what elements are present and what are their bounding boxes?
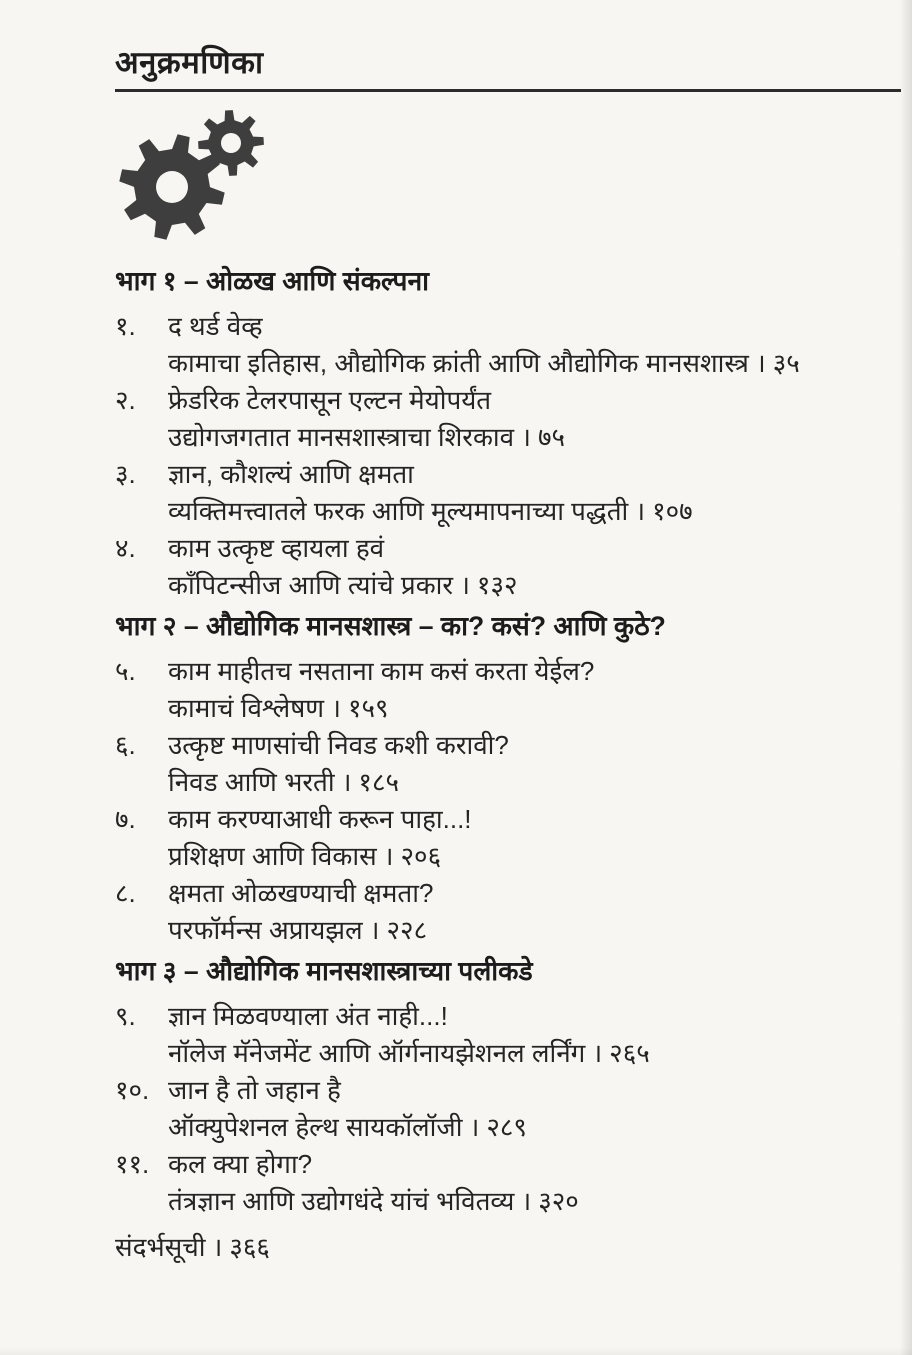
chapter-subtitle: परफॉर्मन्स अप्रायझल	[168, 915, 363, 945]
chapter-subtitle-line	[168, 1035, 905, 1072]
references-page-number: ३६६	[229, 1232, 270, 1262]
toc-item	[115, 530, 905, 604]
toc-item	[115, 727, 905, 801]
chapter-subtitle-line	[168, 1183, 905, 1220]
page-separator: ।	[369, 915, 380, 945]
toc-sections	[115, 264, 905, 1220]
chapter-page-number: १५९	[347, 693, 389, 723]
chapter-number: १.	[115, 311, 136, 341]
page-separator: ।	[755, 348, 766, 378]
chapter-subtitle-line	[168, 567, 905, 604]
chapter-subtitle: कामाचा इतिहास, औद्योगिक क्रांती आणि औद्योगिक मानसशास्त्र	[168, 348, 749, 378]
chapter-title: काम करण्याआधी करून पाहा...!	[168, 804, 472, 834]
title-rule	[115, 89, 901, 92]
chapter-subtitle: ऑक्युपेशनल हेल्थ सायकॉलॉजी	[168, 1112, 463, 1142]
toc-item	[115, 1072, 905, 1146]
chapter-subtitle: व्यक्तिमत्त्वातले फरक आणि मूल्यमापनाच्या पद्धती	[168, 496, 629, 526]
toc-item	[115, 875, 905, 949]
chapter-number: ७.	[115, 804, 136, 834]
chapter-subtitle-line	[168, 345, 905, 382]
chapter-number: १०.	[115, 1075, 150, 1105]
chapter-page-number: १३२	[476, 570, 518, 600]
toc-section	[115, 954, 905, 1220]
section-items	[115, 998, 905, 1220]
page-separator: ।	[469, 1112, 480, 1142]
chapter-number: ४.	[115, 533, 136, 563]
chapter-subtitle-line	[168, 764, 905, 801]
chapter-subtitle-line	[168, 493, 905, 530]
chapter-number: ६.	[115, 730, 136, 760]
chapter-subtitle-line	[168, 1109, 905, 1146]
chapter-page-number: ३२०	[538, 1186, 579, 1216]
chapter-subtitle-line	[168, 912, 905, 949]
gear-large-icon	[119, 134, 224, 239]
chapter-subtitle: निवड आणि भरती	[168, 767, 335, 797]
chapter-page-number: १८५	[358, 767, 399, 797]
chapter-page-number: १०७	[652, 496, 693, 526]
page-separator: ।	[460, 570, 470, 600]
chapter-title: काम उत्कृष्ट व्हायला हवं	[168, 533, 385, 563]
toc-item	[115, 1146, 905, 1220]
chapter-page-number: २६५	[609, 1038, 650, 1068]
chapter-subtitle: नॉलेज मॅनेजमेंट आणि ऑर्गनायझेशनल लर्निंग	[168, 1038, 586, 1068]
gears-icon	[115, 106, 905, 254]
chapter-title: ज्ञान मिळवण्याला अंत नाही...!	[168, 1001, 448, 1031]
chapter-title: कल क्या होगा?	[168, 1149, 313, 1179]
chapter-page-number: ३५	[772, 348, 800, 378]
toc-section	[115, 264, 905, 604]
chapter-page-number: २२८	[386, 915, 428, 945]
chapter-number: ९.	[115, 1001, 136, 1031]
chapter-subtitle-line	[168, 690, 905, 727]
chapter-number: २.	[115, 385, 136, 415]
page-title: अनुक्रमणिका	[115, 45, 264, 80]
chapter-title: उत्कृष्ट माणसांची निवड कशी करावी?	[168, 730, 509, 760]
page-separator: ।	[331, 693, 341, 723]
chapter-subtitle-line	[168, 419, 905, 456]
chapter-subtitle: काँपिटन्सीज आणि त्यांचे प्रकार	[168, 570, 454, 600]
chapter-subtitle: तंत्रज्ञान आणि उद्योगधंदे यांचं भवितव्य	[168, 1186, 515, 1216]
chapter-page-number: २०६	[400, 841, 442, 871]
section-heading: भाग १ – ओळख आणि संकल्पना	[115, 266, 430, 296]
chapter-subtitle: कामाचं विश्लेषण	[168, 693, 325, 723]
chapter-title: जान है तो जहान है	[168, 1075, 341, 1105]
chapter-subtitle: प्रशिक्षण आणि विकास	[168, 841, 377, 871]
section-items	[115, 308, 905, 604]
references-line	[115, 1229, 905, 1266]
section-items	[115, 653, 905, 949]
toc-section	[115, 609, 905, 949]
section-heading: भाग २ – औद्योगिक मानसशास्त्र – का? कसं? आणि कुठे?	[115, 611, 666, 641]
section-heading: भाग ३ – औद्योगिक मानसशास्त्राच्या पलीकडे	[115, 956, 533, 986]
chapter-number: ५.	[115, 656, 136, 686]
chapter-title: ज्ञान, कौशल्यं आणि क्षमता	[168, 459, 414, 489]
chapter-subtitle: उद्योगजगतात मानसशास्त्राचा शिरकाव	[168, 422, 515, 452]
chapter-title: द थर्ड वेव्ह	[168, 311, 263, 341]
chapter-title: काम माहीतच नसताना काम कसं करता येईल?	[168, 656, 595, 686]
gear-small-icon	[198, 110, 264, 176]
chapter-number: ३.	[115, 459, 136, 489]
page-separator: ।	[341, 767, 352, 797]
chapter-subtitle-line	[168, 838, 905, 875]
chapter-page-number: २८९	[486, 1112, 527, 1142]
toc-item	[115, 308, 905, 382]
toc-item	[115, 801, 905, 875]
toc-item	[115, 653, 905, 727]
references-label: संदर्भसूची	[115, 1232, 206, 1262]
toc-item	[115, 998, 905, 1072]
page-content	[115, 44, 905, 1266]
toc-item	[115, 382, 905, 456]
page-separator: ।	[521, 1186, 532, 1216]
page-separator: ।	[592, 1038, 603, 1068]
chapter-title: क्षमता ओळखण्याची क्षमता?	[168, 878, 434, 908]
chapter-number: ११.	[115, 1149, 150, 1179]
references-separator: ।	[212, 1232, 223, 1262]
page-separator: ।	[521, 422, 531, 452]
chapter-page-number: ७५	[537, 422, 566, 452]
chapter-title: फ्रेडरिक टेलरपासून एल्टन मेयोपर्यंत	[168, 385, 492, 415]
page-separator: ।	[635, 496, 646, 526]
page-separator: ।	[383, 841, 394, 871]
chapter-number: ८.	[115, 878, 136, 908]
toc-item	[115, 456, 905, 530]
